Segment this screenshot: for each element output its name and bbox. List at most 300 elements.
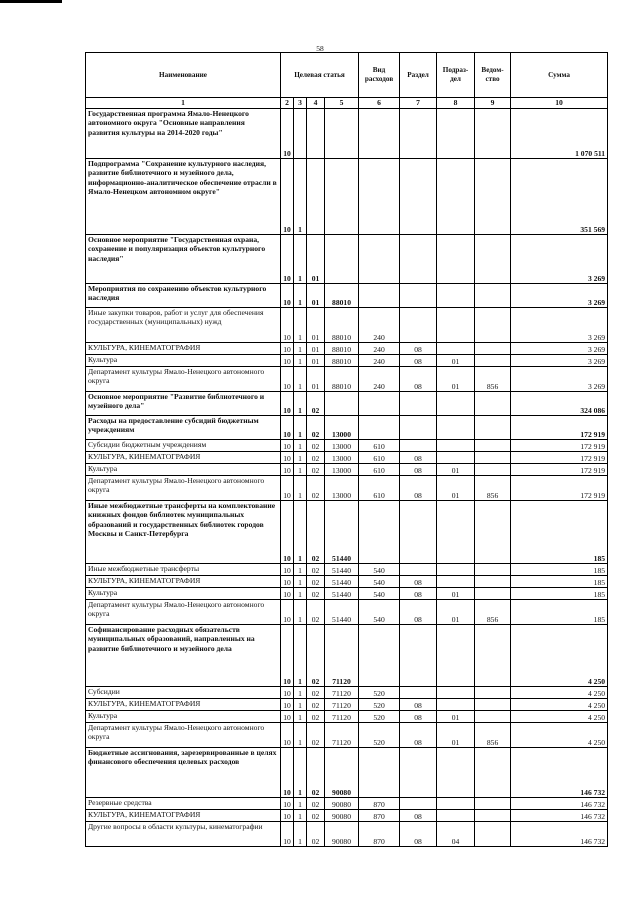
department-code [475,464,511,476]
target-part-4: 13000 [325,452,359,464]
row-name: Культура [86,355,281,367]
target-part-1: 10 [281,822,294,847]
target-part-1: 10 [281,576,294,588]
target-part-4: 90080 [325,798,359,810]
row-name: Департамент культуры Ямало-Ненецкого автономного округа [86,600,281,625]
header-vid: Вид расходов [359,53,400,98]
target-part-3: 02 [307,600,325,625]
section: 08 [400,464,437,476]
row-name: КУЛЬТУРА, КИНЕМАТОГРАФИЯ [86,343,281,355]
row-name: Софинансирование расходных обязательств муниципальных образований, направленных на развитие библиотечного и музейного дела [86,625,281,687]
column-number: 2 [281,98,294,109]
department-code [475,501,511,564]
amount: 146 732 [511,798,608,810]
amount: 185 [511,501,608,564]
section: 08 [400,711,437,723]
target-part-4: 88010 [325,343,359,355]
row-name: Мероприятия по сохранению объектов культурного наследия [86,284,281,308]
table-row [86,308,608,343]
budget-rows [86,109,608,847]
amount: 3 269 [511,235,608,284]
table-row [86,588,608,600]
section: 08 [400,576,437,588]
row-name: Департамент культуры Ямало-Ненецкого автономного округа [86,367,281,392]
table-row [86,798,608,810]
target-part-2: 1 [294,810,307,822]
table-row [86,625,608,687]
target-part-1: 10 [281,588,294,600]
target-part-4: 51440 [325,576,359,588]
target-part-4: 90080 [325,748,359,798]
expense-type: 540 [359,600,400,625]
department-code [475,235,511,284]
expense-type: 610 [359,464,400,476]
target-part-3: 02 [307,699,325,711]
amount: 4 250 [511,687,608,699]
amount: 172 919 [511,464,608,476]
row-name: Иные межбюджетные трансферты [86,564,281,576]
target-part-2: 1 [294,343,307,355]
expense-type: 540 [359,588,400,600]
department-code [475,343,511,355]
target-part-2: 1 [294,723,307,748]
row-name: КУЛЬТУРА, КИНЕМАТОГРАФИЯ [86,810,281,822]
target-part-3: 01 [307,343,325,355]
target-part-4: 88010 [325,367,359,392]
department-code [475,748,511,798]
expense-type: 240 [359,367,400,392]
amount: 1 070 511 [511,109,608,159]
target-part-1: 10 [281,798,294,810]
amount: 172 919 [511,440,608,452]
expense-type [359,235,400,284]
row-name: Культура [86,711,281,723]
target-part-1: 10 [281,625,294,687]
amount: 172 919 [511,476,608,501]
subsection [437,109,475,159]
amount: 172 919 [511,452,608,464]
table-row [86,392,608,416]
target-part-3: 02 [307,501,325,564]
row-name: КУЛЬТУРА, КИНЕМАТОГРАФИЯ [86,699,281,711]
department-code [475,416,511,440]
amount: 146 732 [511,822,608,847]
table-row [86,343,608,355]
subsection [437,308,475,343]
department-code: 856 [475,723,511,748]
target-part-3: 02 [307,416,325,440]
expense-type [359,109,400,159]
header-row [86,53,608,98]
target-part-4: 88010 [325,308,359,343]
subsection: 01 [437,600,475,625]
expense-type: 870 [359,822,400,847]
target-part-2: 1 [294,392,307,416]
subsection [437,452,475,464]
target-part-3: 01 [307,308,325,343]
department-code [475,308,511,343]
target-part-2: 1 [294,822,307,847]
section: 08 [400,452,437,464]
target-part-3: 02 [307,798,325,810]
department-code: 856 [475,367,511,392]
table-row [86,476,608,501]
amount: 172 919 [511,416,608,440]
header-razdel: Раздел [400,53,437,98]
header-podrazdel: Подраз-дел [437,53,475,98]
target-part-2: 1 [294,687,307,699]
section [400,564,437,576]
target-part-1: 10 [281,392,294,416]
table-row [86,464,608,476]
target-part-1: 10 [281,600,294,625]
target-part-1: 10 [281,810,294,822]
section [400,109,437,159]
department-code [475,440,511,452]
target-part-3: 02 [307,452,325,464]
department-code: 856 [475,600,511,625]
table-row [86,440,608,452]
target-part-4: 51440 [325,564,359,576]
expense-type: 520 [359,699,400,711]
target-part-3: 02 [307,810,325,822]
subsection [437,748,475,798]
target-part-1: 10 [281,159,294,235]
row-name: Расходы на предоставление субсидий бюджетным учреждениям [86,416,281,440]
subsection: 01 [437,588,475,600]
row-name: Культура [86,464,281,476]
table-row [86,452,608,464]
target-part-2: 1 [294,308,307,343]
expense-type [359,159,400,235]
column-number: 5 [325,98,359,109]
section [400,798,437,810]
target-part-2: 1 [294,711,307,723]
row-name: Бюджетные ассигнования, зарезервированные в целях финансового обеспечения целевых расходов [86,748,281,798]
target-part-3: 02 [307,687,325,699]
expense-type: 520 [359,723,400,748]
expense-type [359,392,400,416]
subsection [437,798,475,810]
row-name: Культура [86,588,281,600]
section [400,416,437,440]
target-part-3: 02 [307,822,325,847]
amount: 3 269 [511,367,608,392]
amount: 185 [511,576,608,588]
target-part-3: 02 [307,564,325,576]
page-number: 58 [316,44,324,53]
target-part-2: 1 [294,600,307,625]
target-part-1: 10 [281,440,294,452]
subsection: 01 [437,464,475,476]
section: 08 [400,600,437,625]
target-part-4: 13000 [325,440,359,452]
budget-table [85,52,608,847]
target-part-2: 1 [294,464,307,476]
target-part-2: 1 [294,416,307,440]
subsection [437,564,475,576]
department-code [475,588,511,600]
department-code [475,284,511,308]
subsection [437,392,475,416]
column-number: 7 [400,98,437,109]
subsection: 01 [437,355,475,367]
row-name: Государственная программа Ямало-Ненецкого автономного округа "Основные направления развития культуры на 2014-2020 годы" [86,109,281,159]
amount: 4 250 [511,711,608,723]
department-code [475,564,511,576]
target-part-2: 1 [294,355,307,367]
row-name: КУЛЬТУРА, КИНЕМАТОГРАФИЯ [86,452,281,464]
department-code [475,822,511,847]
expense-type [359,284,400,308]
target-part-3: 02 [307,748,325,798]
department-code [475,109,511,159]
amount: 185 [511,564,608,576]
amount: 324 086 [511,392,608,416]
target-part-3: 02 [307,711,325,723]
target-part-3: 01 [307,284,325,308]
expense-type [359,416,400,440]
target-part-4: 51440 [325,501,359,564]
section [400,748,437,798]
section: 08 [400,355,437,367]
row-name: Другие вопросы в области культуры, кинематографии [86,822,281,847]
column-number: 1 [86,98,281,109]
amount: 185 [511,588,608,600]
table-row [86,748,608,798]
amount: 185 [511,600,608,625]
department-code [475,810,511,822]
section: 08 [400,476,437,501]
subsection [437,416,475,440]
row-name: Подпрограмма "Сохранение культурного наследия, развитие библиотечного и музейного дела, информационно-аналитическое обеспечение отрасли в Ямало-Ненецком автономном округе" [86,159,281,235]
amount: 3 269 [511,308,608,343]
section: 08 [400,588,437,600]
target-part-2: 1 [294,576,307,588]
subsection [437,699,475,711]
section: 08 [400,723,437,748]
section: 08 [400,367,437,392]
target-part-3: 02 [307,440,325,452]
row-name: Субсидии [86,687,281,699]
column-number: 4 [307,98,325,109]
target-part-1: 10 [281,687,294,699]
expense-type: 610 [359,476,400,501]
amount: 3 269 [511,343,608,355]
target-part-1: 10 [281,711,294,723]
target-part-4: 90080 [325,810,359,822]
header-summa: Сумма [511,53,608,98]
expense-type: 240 [359,343,400,355]
target-part-4 [325,392,359,416]
expense-type: 610 [359,452,400,464]
target-part-2: 1 [294,235,307,284]
target-part-1: 10 [281,308,294,343]
table-row [86,600,608,625]
target-part-1: 10 [281,284,294,308]
target-part-4 [325,159,359,235]
target-part-4: 13000 [325,476,359,501]
target-part-2: 1 [294,159,307,235]
target-part-2: 1 [294,588,307,600]
target-part-1: 10 [281,501,294,564]
target-part-4 [325,235,359,284]
column-number: 8 [437,98,475,109]
section: 08 [400,822,437,847]
target-part-3: 02 [307,464,325,476]
subsection: 01 [437,711,475,723]
target-part-3: 02 [307,392,325,416]
table-row [86,235,608,284]
target-part-1: 10 [281,564,294,576]
amount: 3 269 [511,284,608,308]
table-row [86,367,608,392]
section [400,440,437,452]
target-part-2: 1 [294,452,307,464]
target-part-1: 10 [281,367,294,392]
top-rule [0,0,62,3]
department-code [475,798,511,810]
section: 08 [400,343,437,355]
expense-type: 520 [359,711,400,723]
target-part-2: 1 [294,748,307,798]
table-row [86,723,608,748]
section [400,687,437,699]
target-part-2: 1 [294,476,307,501]
target-part-3: 02 [307,476,325,501]
section [400,625,437,687]
target-part-4: 71120 [325,699,359,711]
table-row [86,711,608,723]
amount: 4 250 [511,699,608,711]
target-part-3: 02 [307,723,325,748]
target-part-2: 1 [294,284,307,308]
department-code [475,576,511,588]
target-part-3 [307,109,325,159]
target-part-1: 10 [281,699,294,711]
target-part-2: 1 [294,564,307,576]
department-code [475,625,511,687]
target-part-2: 1 [294,625,307,687]
expense-type: 610 [359,440,400,452]
department-code [475,392,511,416]
target-part-2: 1 [294,367,307,392]
target-part-1: 10 [281,109,294,159]
subsection [437,810,475,822]
row-name: Основное мероприятие "Развитие библиотечного и музейного дела" [86,392,281,416]
expense-type: 240 [359,355,400,367]
subsection [437,501,475,564]
target-part-1: 10 [281,343,294,355]
target-part-3: 01 [307,355,325,367]
section: 08 [400,810,437,822]
subsection: 01 [437,367,475,392]
target-part-1: 10 [281,416,294,440]
expense-type: 540 [359,576,400,588]
target-part-2: 1 [294,798,307,810]
section [400,235,437,284]
target-part-4: 71120 [325,723,359,748]
row-name: Департамент культуры Ямало-Ненецкого автономного округа [86,723,281,748]
target-part-4: 13000 [325,464,359,476]
header-vedomstvo: Ведом-ство [475,53,511,98]
department-code [475,355,511,367]
amount: 351 569 [511,159,608,235]
amount: 4 250 [511,723,608,748]
expense-type: 870 [359,810,400,822]
target-part-3: 02 [307,588,325,600]
subsection [437,235,475,284]
target-part-2: 1 [294,440,307,452]
expense-type [359,625,400,687]
table-row [86,699,608,711]
target-part-1: 10 [281,355,294,367]
section [400,159,437,235]
target-part-4: 71120 [325,687,359,699]
row-name: Резервные средства [86,798,281,810]
target-part-4: 90080 [325,822,359,847]
department-code [475,452,511,464]
table-row [86,284,608,308]
table-row [86,576,608,588]
target-part-1: 10 [281,723,294,748]
target-part-4 [325,109,359,159]
section: 08 [400,699,437,711]
table-row [86,810,608,822]
target-part-4: 51440 [325,588,359,600]
table-row [86,687,608,699]
table-row [86,355,608,367]
header-target: Целевая статья [281,53,359,98]
subsection [437,440,475,452]
amount: 4 250 [511,625,608,687]
column-number: 6 [359,98,400,109]
target-part-4: 51440 [325,600,359,625]
column-number: 3 [294,98,307,109]
target-part-3 [307,159,325,235]
target-part-2 [294,109,307,159]
subsection [437,576,475,588]
table-row [86,416,608,440]
department-code [475,699,511,711]
target-part-3: 01 [307,235,325,284]
row-name: КУЛЬТУРА, КИНЕМАТОГРАФИЯ [86,576,281,588]
target-part-1: 10 [281,748,294,798]
table-row [86,822,608,847]
target-part-2: 1 [294,699,307,711]
subsection: 01 [437,723,475,748]
section [400,308,437,343]
department-code [475,159,511,235]
amount: 3 269 [511,355,608,367]
row-name: Иные закупки товаров, работ и услуг для обеспечения государственных (муниципальных) нужд [86,308,281,343]
header-name: Наименование [86,53,281,98]
target-part-1: 10 [281,235,294,284]
section [400,501,437,564]
amount: 146 732 [511,748,608,798]
section [400,284,437,308]
expense-type [359,501,400,564]
subsection: 04 [437,822,475,847]
column-number: 10 [511,98,608,109]
target-part-1: 10 [281,464,294,476]
subsection [437,284,475,308]
target-part-4: 88010 [325,355,359,367]
target-part-3: 02 [307,576,325,588]
subsection: 01 [437,476,475,501]
section [400,392,437,416]
row-name: Департамент культуры Ямало-Ненецкого автономного округа [86,476,281,501]
